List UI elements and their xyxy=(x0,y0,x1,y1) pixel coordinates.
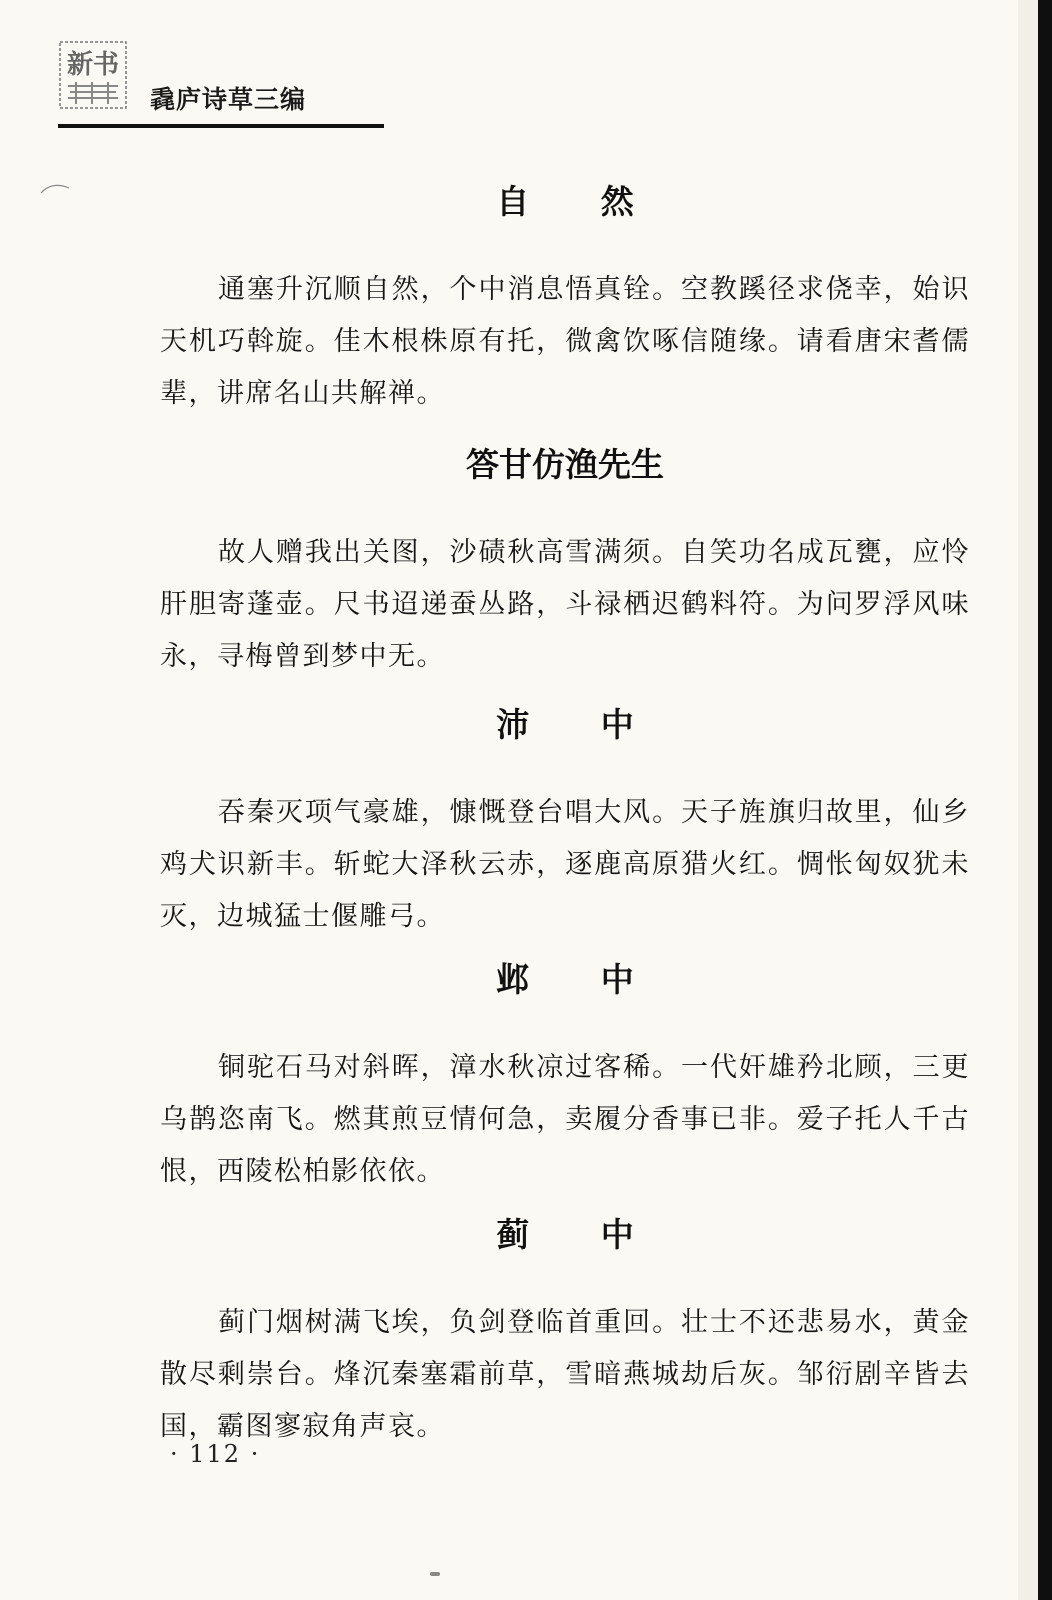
page-number: · 112 · xyxy=(170,1440,261,1468)
corner-mark xyxy=(40,180,70,194)
poem-ye-zhong xyxy=(160,950,970,1198)
poem-title: 蓟 中 xyxy=(496,1215,664,1254)
seal-stamp-icon xyxy=(58,40,128,110)
scan-speck xyxy=(430,1572,440,1576)
scan-edge-shadow xyxy=(1038,0,1052,1600)
poem-body: 铜驼石马对斜晖，漳水秋凉过客稀。一代奸雄矜北顾，三更乌鹊恣南飞。燃萁煎豆情何急，卖履分香事已非。爱子托人千古恨，西陵松柏影依依。 xyxy=(160,1052,970,1187)
poem-body: 通塞升沉顺自然，个中消息悟真铨。空教蹊径求侥幸，始识天机巧斡旋。佳木根株原有托，微禽饮啄信随缘。请看唐宋耆儒辈，讲席名山共解禅。 xyxy=(160,274,970,409)
poem-title: 答甘仿渔先生 xyxy=(466,445,664,484)
poem-title: 自 然 xyxy=(496,182,664,221)
svg-text:新书: 新书 xyxy=(66,50,120,80)
poem-ji-zhong xyxy=(160,1205,970,1453)
header-rule xyxy=(58,124,384,128)
poem-body: 蓟门烟树满飞埃，负剑登临首重回。壮士不还悲易水，黄金散尽剩崇台。烽沉秦塞霜前草，雪暗燕城劫后灰。邹衍剧辛皆去国，霸图寥寂角声哀。 xyxy=(160,1307,970,1442)
poem-body: 故人赠我出关图，沙碛秋高雪满须。自笑功名成瓦甕，应怜肝胆寄蓬壶。尺书迢递蚕丛路，斗禄栖迟鹤料符。为问罗浮风味永，寻梅曾到梦中无。 xyxy=(160,537,970,672)
poem-ziran xyxy=(160,172,970,420)
poem-pei-zhong xyxy=(160,695,970,943)
poem-body: 吞秦灭项气豪雄，慷慨登台唱大风。天子旌旗归故里，仙乡鸡犬识新丰。斩蛇大泽秋云赤，逐鹿高原猎火红。惆怅匈奴犹未灭，边城猛士偃雕弓。 xyxy=(160,797,970,932)
running-header-title: 毳庐诗草三编 xyxy=(150,85,307,114)
poem-title: 邺 中 xyxy=(496,960,664,999)
poem-title: 沛 中 xyxy=(496,705,664,744)
poem-da-gan-fangyu xyxy=(160,435,970,683)
page-edge-margin xyxy=(1018,0,1038,1600)
